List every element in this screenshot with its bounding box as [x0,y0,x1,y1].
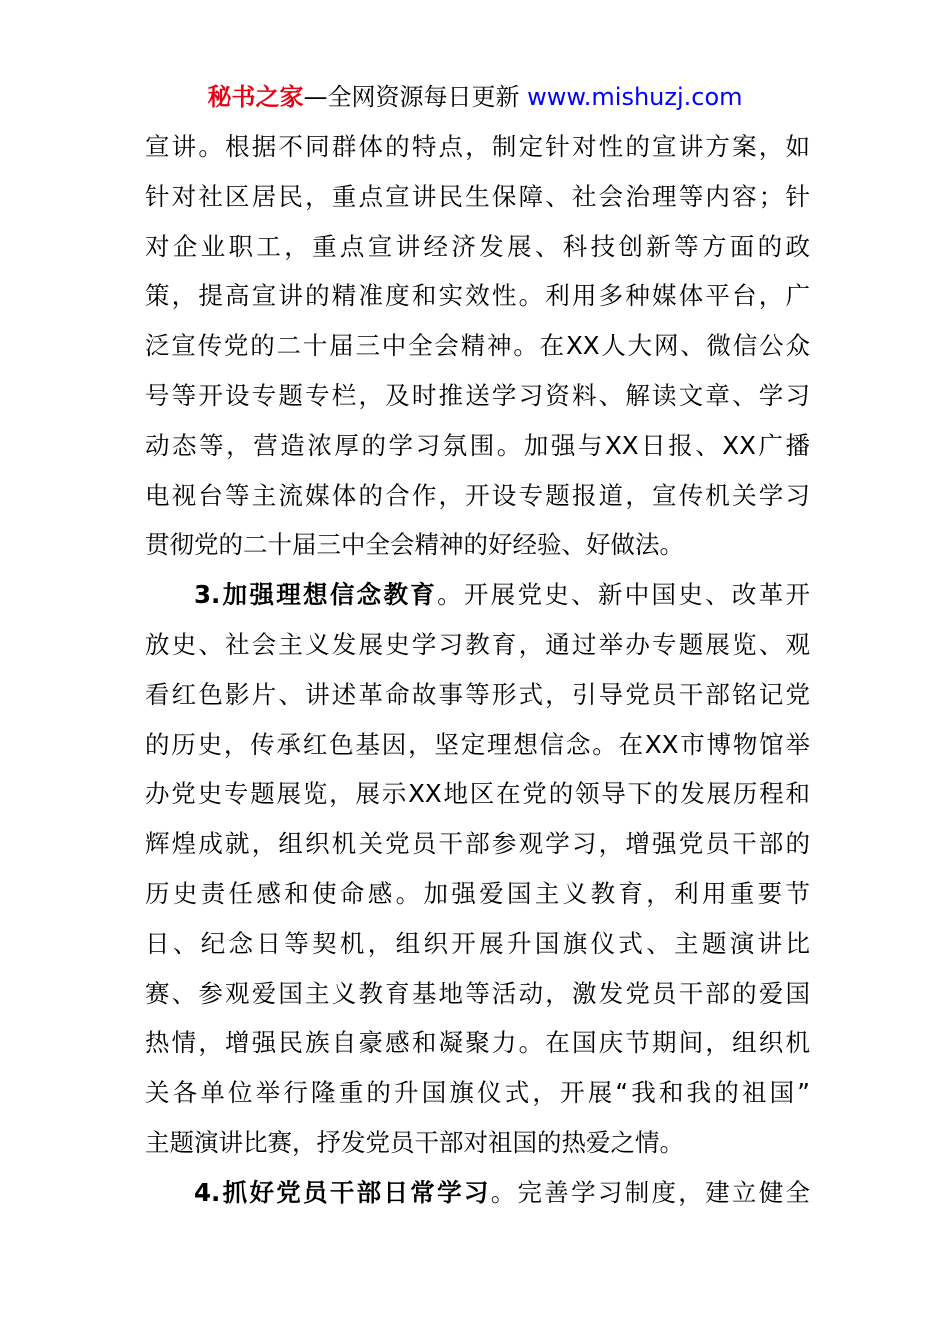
text-line: 号等开设专题专栏，及时推送学习资料、解读文章、学习 [145,380,810,410]
paragraph [145,1168,810,1218]
site-header [0,80,950,114]
text-line: 日、纪念日等契机，组织开展升国旗仪式、主题演讲比 [145,928,810,958]
text-span: 。完善学习制度，建立健全 [490,1177,811,1207]
text-line: 看红色影片、讲述革命故事等形式，引导党员干部铭记党 [145,679,810,709]
brand-name: 秘书之家 [207,83,304,111]
text-line: 针对社区居民，重点宣讲民生保障、社会治理等内容；针 [145,181,810,211]
text-line: 办党史专题展览，展示XX地区在党的领导下的发展历程和 [145,779,810,809]
section-heading: 3.加强理想信念教育 [194,580,438,610]
text-line: 电视台等主流媒体的合作，开设专题报道，宣传机关学习 [145,480,810,510]
header-tagline: —全网资源每日更新 [303,83,528,111]
text-line [145,570,810,620]
text-line: 对企业职工，重点宣讲经济发展、科技创新等方面的政 [145,231,810,261]
text-line: 赛、参观爱国主义教育基地等活动，激发党员干部的爱国 [145,978,810,1008]
text-line: 的历史，传承红色基因，坚定理想信念。在XX市博物馆举 [145,729,810,759]
text-line: 关各单位举行隆重的升国旗仪式，开展“我和我的祖国” [145,1078,810,1108]
paragraph [145,122,810,570]
section-heading: 4.抓好党员干部日常学习 [194,1177,491,1207]
text-line: 放史、社会主义发展史学习教育，通过举办专题展览、观 [145,629,810,659]
text-line: 策，提高宣讲的精准度和实效性。利用多种媒体平台，广 [145,281,810,311]
document-body [145,122,810,1218]
text-line: 辉煌成就，组织机关党员干部参观学习，增强党员干部的 [145,829,810,859]
text-line: 主题演讲比赛，抒发党员干部对祖国的热爱之情。 [145,1127,684,1157]
text-line: 动态等，营造浓厚的学习氛围。加强与XX日报、XX广播 [145,430,810,460]
text-line: 宣讲。根据不同群体的特点，制定针对性的宣讲方案，如 [145,132,810,161]
text-line [145,1168,810,1218]
text-line: 历史责任感和使命感。加强爱国主义教育，利用重要节 [145,878,810,908]
text-line: 热情，增强民族自豪感和凝聚力。在国庆节期间，组织机 [145,1028,810,1058]
text-span: 。开展党史、新中国史、改革开 [437,580,811,610]
text-line: 贯彻党的二十届三中全会精神的好经验、好做法。 [145,530,684,560]
paragraph [145,570,810,1168]
text-line: 泛宣传党的二十届三中全会精神。在XX人大网、微信公众 [145,331,810,361]
site-url-link[interactable]: www.mishuzj.com [527,83,743,111]
